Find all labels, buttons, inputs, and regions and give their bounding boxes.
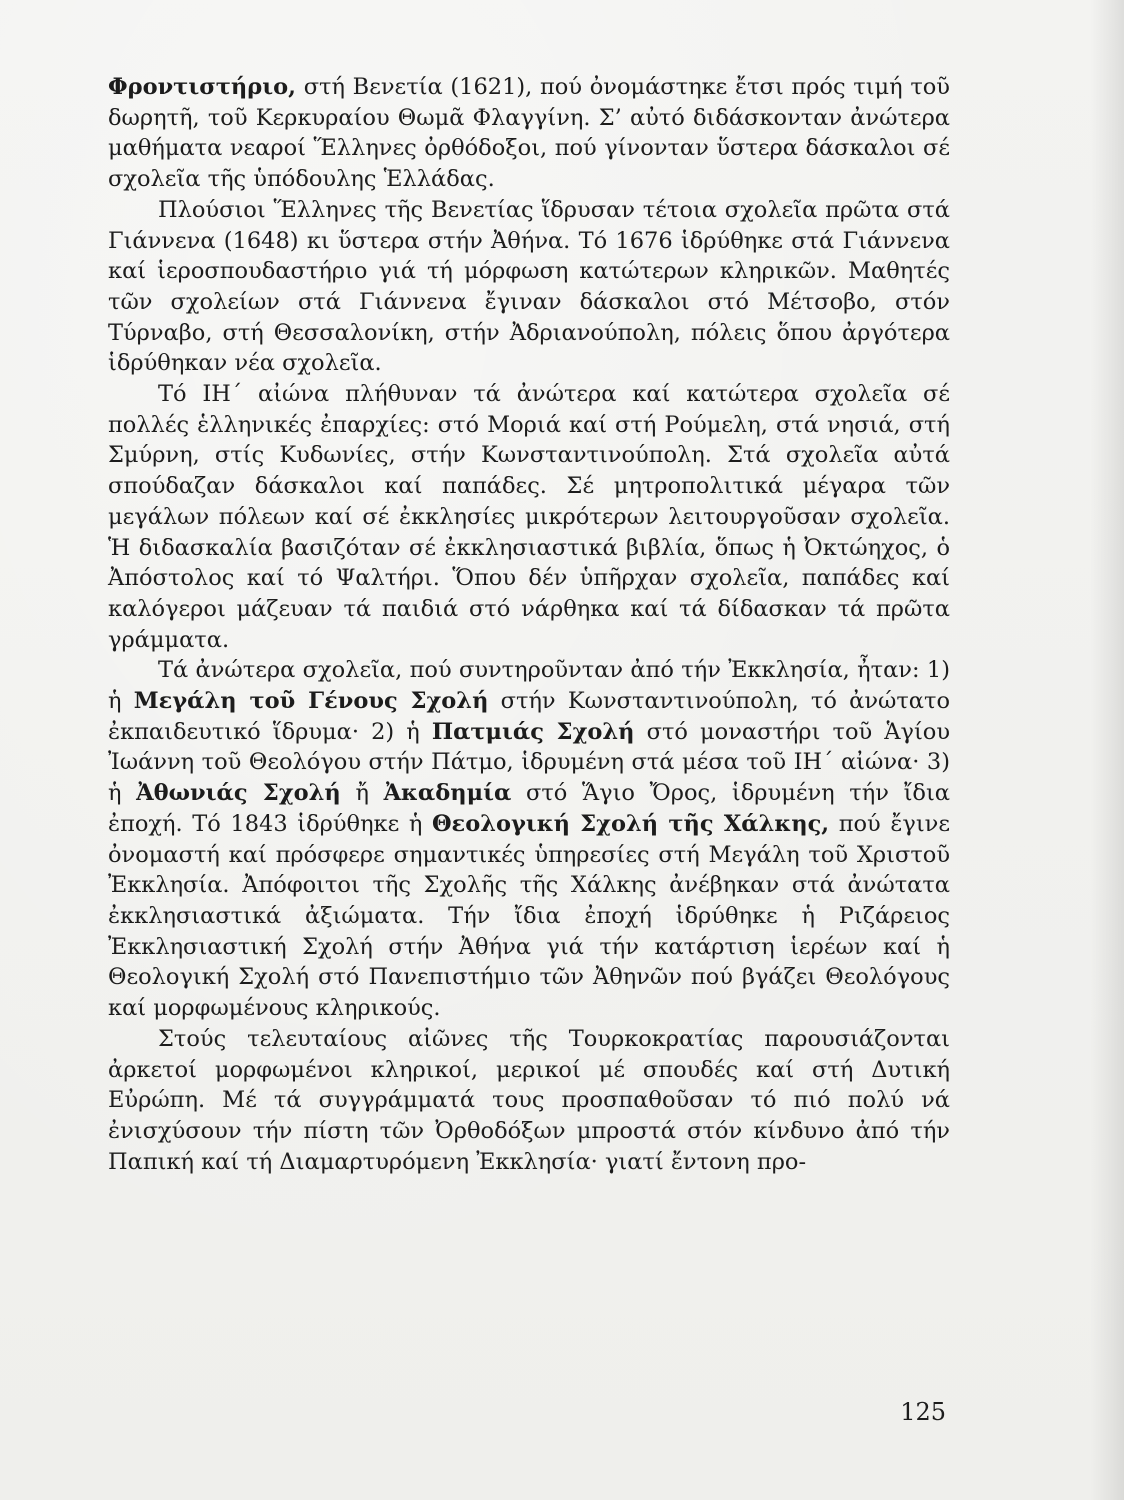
paragraph-3: [108, 379, 950, 655]
paragraph-4-seg-0: Τά ἀνώτερα σχολεῖα, πού συντηροῦνταν ἀπό τήν Ἐκκλησία, ἦταν: 1) ἡ: [108, 657, 950, 715]
paragraph-4: [108, 655, 950, 1023]
paragraph-4-seg-6: ἤ: [340, 780, 384, 807]
paragraph-1-seg-0: Φροντιστήριο,: [108, 74, 296, 100]
paragraph-1: [108, 72, 950, 195]
paragraph-2: [108, 195, 950, 379]
paragraph-4-seg-7: Ἀκαδημία: [383, 780, 512, 807]
body-text: [108, 72, 950, 1177]
paragraph-5-seg-0: Στούς τελευταίους αἰῶνες τῆς Τουρκοκρατίας παρουσιάζονται ἀρκετοί μορφωμένοι κληρικοί, μερικοί μέ σπουδές καί στή Δυτική Εὐρώπη. Μέ τά συγγράμματά τους προσπαθοῦσαν τό πιό πολύ νά ἐνισχύσουν τήν πίστη τῶν Ὀρθοδόξων μπροστά στόν κίνδυνο ἀπό τήν Παπική καί τή Διαμαρτυρόμενη Ἐκκλησία· γιατί ἔντονη προ-: [108, 1025, 950, 1175]
paragraph-4-seg-5: Ἀθωνιάς Σχολή: [136, 780, 341, 807]
page-number: 125: [900, 1398, 946, 1426]
paragraph-4-seg-3: Πατμιάς Σχολή: [431, 718, 635, 745]
paragraph-5: [108, 1024, 950, 1178]
page-edge-shadow: [1090, 0, 1124, 1500]
paragraph-4-seg-10: πού ἔγινε ὀνομαστή καί πρόσφερε σημαντικές ὑπηρεσίες στή Μεγάλη τοῦ Χριστοῦ Ἐκκλησία. Ἀπόφοιτοι τῆς Σχολῆς τῆς Χάλκης ἀνέβηκαν στά ἀνώτατα ἐκκλησιαστικά ἀξιώματα. Τήν ἴδια ἐποχή ἱδρύθηκε ἡ Ριζάρειος Ἐκκλησιαστική Σχολή στήν Ἀθήνα γιά τήν κατάρτιση ἱερέων καί ἡ Θεολογική Σχολή στό Πανεπιστήμιο τῶν Ἀθηνῶν πού βγάζει Θεολόγους καί μορφωμένους κληρικούς.: [108, 810, 951, 1022]
paragraph-4-seg-2: στήν Κωνσταντινούπολη, τό ἀνώτατο ἐκπαιδευτικό ἵδρυμα· 2) ἡ: [108, 688, 950, 745]
paragraph-1-seg-1: στή Βενετία (1621), πού ὀνομάστηκε ἔτσι πρός τιμή τοῦ δωρητῆ, τοῦ Κερκυραίου Θωμᾶ Φλαγγίνη. Σ’ αὐτό διδάσκονταν ἀνώτερα μαθήματα νεαροί Ἕλληνες ὀρθόδοξοι, πού γίνονταν ὕστερα δάσκαλοι σέ σχολεῖα τῆς ὑπόδουλης Ἑλλάδας.: [108, 74, 950, 193]
paragraph-4-seg-4: στό μοναστήρι τοῦ Ἁγίου Ἰωάννη τοῦ Θεολόγου στήν Πάτμο, ἱδρυμένη στά μέσα τοῦ ΙΗ΄ αἰώνα· 3) ἡ: [108, 718, 950, 807]
paragraph-4-seg-1: Μεγάλη τοῦ Γένους Σχολή: [133, 688, 489, 715]
paragraph-2-seg-0: Πλούσιοι Ἕλληνες τῆς Βενετίας ἵδρυσαν τέτοια σχολεῖα πρῶτα στά Γιάννενα (1648) κι ὕστερα στήν Ἀθήνα. Τό 1676 ἱδρύθηκε στά Γιάννενα καί ἱεροσπουδαστήριο γιά τή μόρφωση κατώτερων κληρικῶν. Μαθητές τῶν σχολείων στά Γιάννενα ἔγιναν δάσκαλοι στό Μέτσοβο, στόν Τύρναβο, στή Θεσσαλονίκη, στήν Ἀδριανούπολη, πόλεις ὅπου ἀργότερα ἱδρύθηκαν νέα σχολεῖα.: [108, 196, 950, 377]
paragraph-3-seg-0: Τό ΙΗ΄ αἰώνα πλήθυναν τά ἀνώτερα καί κατώτερα σχολεῖα σέ πολλές ἑλληνικές ἐπαρχίες: στό Μοριά καί στή Ρούμελη, στά νησιά, στή Σμύρνη, στίς Κυδωνίες, στήν Κωνσταντινούπολη. Στά σχολεῖα αὐτά σπούδαζαν δάσκαλοι καί παπάδες. Σέ μητροπολιτικά μέγαρα τῶν μεγάλων πόλεων καί σέ ἐκκλησίες μικρότερων λειτουργοῦσαν σχολεῖα. Ἡ διδασκαλία βασιζόταν σέ ἐκκλησιαστικά βιβλία, ὅπως ἡ Ὀκτώηχος, ὁ Ἀπόστολος καί τό Ψαλτήρι. Ὅπου δέν ὑπῆρχαν σχολεῖα, παπάδες καί καλόγεροι μάζευαν τά παιδιά στό νάρθηκα καί τά δίδασκαν τά πρῶτα γράμματα.: [108, 381, 950, 653]
paragraph-4-seg-8: στό Ἅγιο Ὄρος, ἱδρυμένη τήν ἴδια ἐποχή. Τό 1843 ἱδρύθηκε ἡ: [108, 780, 950, 837]
paragraph-4-seg-9: Θεολογική Σχολή τῆς Χάλκης,: [431, 810, 830, 837]
